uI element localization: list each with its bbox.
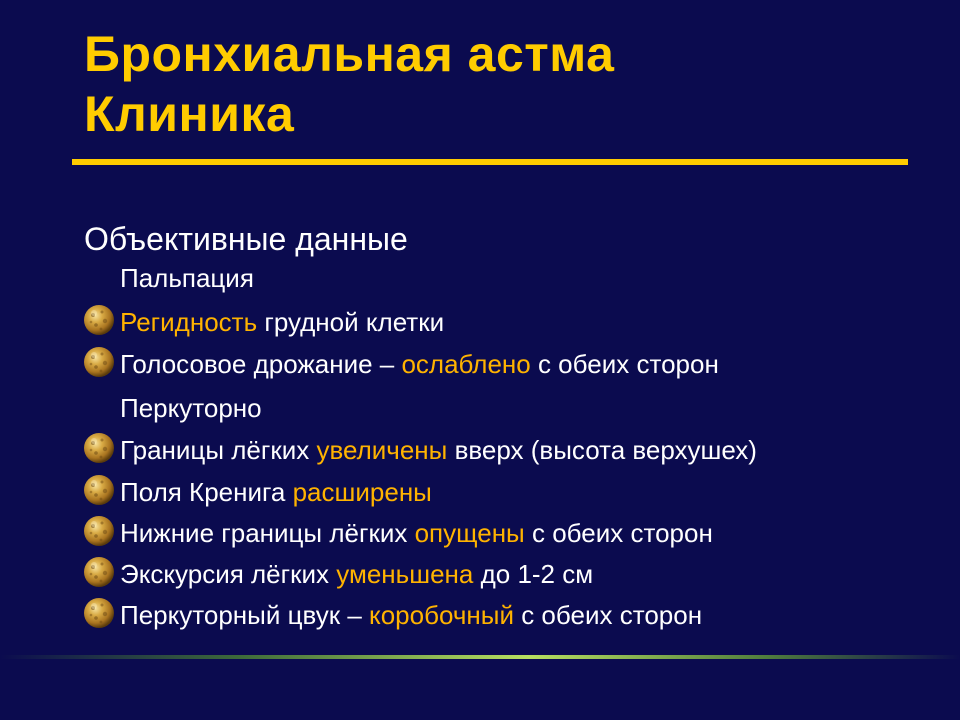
item-text: Перкуторный цвук – (120, 600, 370, 630)
list-item (120, 517, 713, 549)
title-underline (72, 159, 908, 165)
gold-ball-icon (82, 473, 116, 507)
item-text: до 1-2 см (473, 559, 594, 589)
item-text: вверх (высота верхушех) (447, 435, 757, 465)
list-item (120, 348, 719, 380)
gold-ball-icon (82, 596, 116, 630)
footer-divider (0, 655, 960, 659)
item-text: Поля Кренига (120, 477, 293, 507)
item-text: Границы лёгких (120, 435, 317, 465)
item-text: с обеих сторон (530, 349, 719, 379)
gold-ball-icon (82, 514, 116, 548)
item-text-highlight: ослаблено (401, 349, 531, 379)
list-item (120, 476, 432, 508)
item-text: грудной клетки (257, 307, 445, 337)
list-item (120, 599, 702, 631)
item-text-highlight: увеличены (316, 435, 448, 465)
section-heading: Объективные данные (84, 221, 408, 257)
list-item (120, 306, 444, 338)
gold-ball-icon (82, 431, 116, 465)
item-text-highlight: уменьшена (336, 559, 474, 589)
item-text: Голосовое дрожание – (120, 349, 402, 379)
item-text-highlight: коробочный (369, 600, 514, 630)
item-text: Нижние границы лёгких (120, 518, 415, 548)
title-line-2: Клиника (84, 86, 295, 142)
item-text: с обеих сторон (513, 600, 703, 630)
gold-ball-icon (82, 345, 116, 379)
item-text-highlight: расширены (292, 477, 432, 507)
subheading-percussion: Перкуторно (120, 393, 262, 423)
slide-title (84, 24, 614, 144)
item-text: Экскурсия лёгких (120, 559, 337, 589)
title-line-1: Бронхиальная астма (84, 26, 615, 82)
item-text-highlight: опущены (414, 518, 525, 548)
gold-ball-icon (82, 303, 116, 337)
subheading-palpation: Пальпация (120, 263, 254, 293)
item-text: с обеих сторон (524, 518, 713, 548)
gold-ball-icon (82, 555, 116, 589)
list-item (120, 434, 757, 466)
item-text-highlight: Регидность (120, 307, 258, 337)
list-item (120, 558, 593, 590)
